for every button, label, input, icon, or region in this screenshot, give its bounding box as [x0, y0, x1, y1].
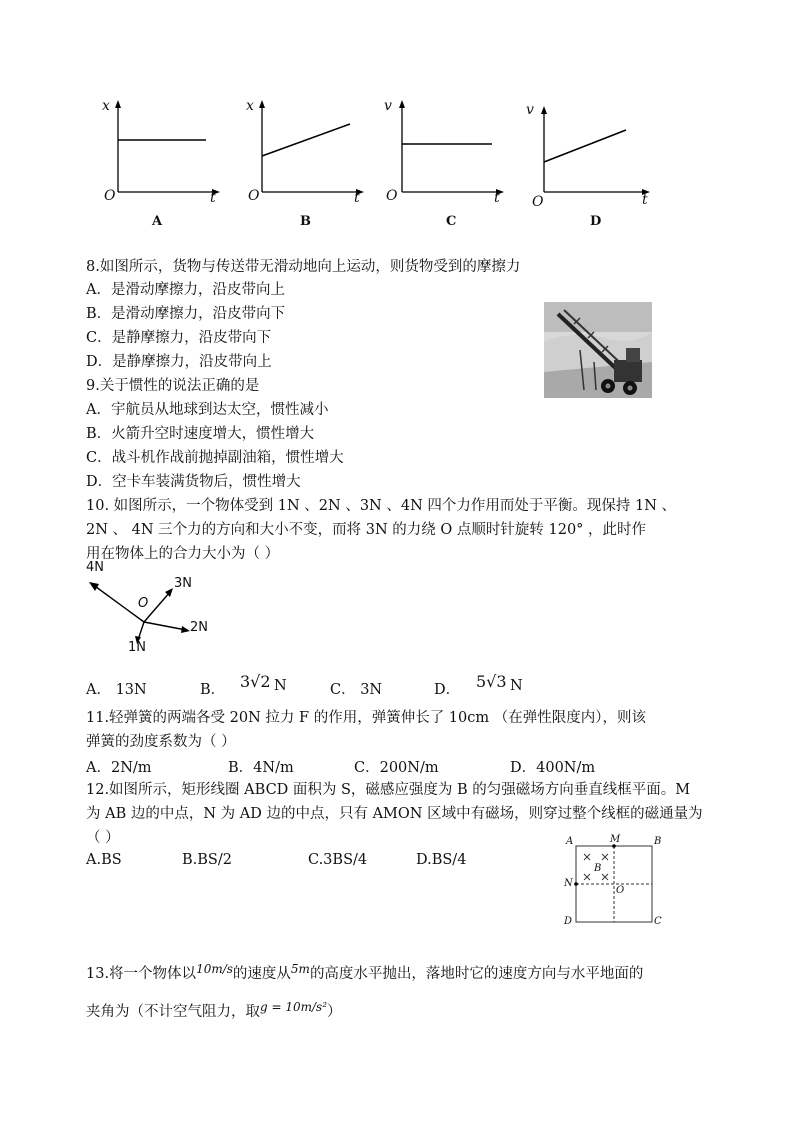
q13-speed: 10m/s	[196, 962, 233, 976]
q12-option-c: C.3BS/4	[308, 852, 368, 868]
graph-b-y-label: x	[246, 98, 254, 114]
q12-options	[86, 852, 506, 874]
graph-d-plot	[522, 96, 652, 236]
q8-option-c: C．是静摩擦力，沿皮带向下	[86, 330, 272, 346]
force-diagram-vectors	[80, 560, 220, 660]
graph-a	[96, 96, 226, 236]
q10-option-d-expr: 5√3	[476, 672, 507, 691]
graph-d-caption: D	[590, 214, 602, 229]
graph-b-x-label: t	[354, 190, 360, 206]
q10-option-b-unit: N	[274, 678, 287, 694]
q12-option-d: D.BS/4	[416, 852, 467, 868]
q10-option-b-prefix: B．	[200, 682, 226, 698]
q10-option-b-expr: 3√2	[240, 672, 271, 691]
q13-text-1b: 的速度从	[232, 966, 291, 982]
q11-option-c: C．200N/m	[354, 760, 439, 776]
q10-line-2: 2N 、 4N 三个力的方向和大小不变，而将 3N 的力绕 O 点顺时针旋转 120° ，此时作	[86, 522, 647, 538]
q9-stem: 9.关于惯性的说法正确的是	[86, 378, 260, 394]
q9-option-c: C．战斗机作战前抛掉副油箱，惯性增大	[86, 450, 344, 466]
q12-line-2: 为 AB 边的中点，N 为 AD 边的中点，只有 AMON 区域中有磁场，则穿过整个线框的磁通量为	[86, 806, 703, 822]
graph-c-origin: O	[386, 188, 398, 204]
graph-a-x-label: t	[210, 190, 216, 206]
q13-line-2	[86, 1002, 342, 1022]
coil-label-c: C	[654, 916, 662, 927]
q11-line-2: 弹簧的劲度系数为（ ）	[86, 734, 236, 750]
graph-a-caption: A	[152, 214, 163, 229]
q11-option-a: A．2N/m	[86, 760, 152, 776]
q12-line-1: 12.如图所示，矩形线圈 ABCD 面积为 S，磁感应强度为 B 的匀强磁场方向垂直线框平面。M	[86, 782, 691, 798]
q13-text-1a: 13.将一个物体以	[86, 966, 197, 982]
q11-options	[86, 756, 686, 778]
coil-field-label: B	[594, 863, 602, 874]
q10-option-d-prefix: D．	[434, 682, 461, 698]
graph-b-origin: O	[248, 188, 260, 204]
q8-stem: 8.如图所示，货物与传送带无滑动地向上运动，则货物受到的摩擦力	[86, 259, 521, 275]
graph-d-y-label: v	[526, 102, 534, 118]
graph-c	[380, 96, 510, 236]
q10-option-a: A． 13N	[86, 682, 147, 698]
q13-text-2a: 夹角为（不计空气阻力，取	[86, 1004, 260, 1020]
q12-line-3: （ ）	[86, 830, 120, 846]
q8-option-b: B．是滑动摩擦力，沿皮带向下	[86, 306, 286, 322]
q11-option-b: B．4N/m	[228, 760, 294, 776]
q13-height: 5m	[290, 962, 310, 976]
q13-gravity: g = 10m/s²	[260, 1000, 328, 1014]
q11-line-1: 11.轻弹簧的两端各受 20N 拉力 F 的作用，弹簧伸长了 10cm （在弹性限度内），则该	[86, 710, 646, 726]
coil-label-b: B	[654, 836, 662, 847]
graph-a-y-label: x	[102, 98, 110, 114]
graph-c-y-label: v	[384, 98, 392, 114]
graph-a-origin: O	[104, 188, 116, 204]
coil-diagram	[560, 834, 670, 934]
force-3n-label: 3N	[174, 576, 192, 591]
q10-line-1: 10. 如图所示，一个物体受到 1N 、2N 、3N 、4N 四个力作用而处于平衡。现保持 1N 、	[86, 498, 676, 514]
coil-label-m: M	[610, 834, 621, 845]
force-2n-label: 2N	[190, 620, 208, 635]
q8-option-d: D．是静摩擦力，沿皮带向上	[86, 354, 272, 370]
q8-option-a: A．是滑动摩擦力，沿皮带向上	[86, 282, 285, 298]
graph-c-plot	[380, 96, 510, 236]
q12-option-b: B.BS/2	[182, 852, 232, 868]
force-1n-label: 1N	[128, 640, 146, 655]
q10-option-c: C． 3N	[330, 682, 383, 698]
coil-label-n: N	[564, 878, 573, 889]
q10-option-d-unit: N	[510, 678, 523, 694]
q10-options	[86, 672, 586, 700]
conveyor-belt-illustration	[544, 302, 652, 398]
force-origin-label: O	[138, 596, 149, 611]
q13-text-2b: ）	[327, 1004, 342, 1020]
q11-option-d: D．400N/m	[510, 760, 596, 776]
q9-option-d: D．空卡车装满货物后，惯性增大	[86, 474, 301, 490]
graph-d-x-label: t	[642, 192, 648, 208]
force-diagram	[80, 560, 220, 660]
q13-line-1	[86, 964, 643, 984]
graph-d-origin: O	[532, 194, 544, 210]
q10-line-3: 用在物体上的合力大小为（ ）	[86, 546, 280, 562]
graph-b	[240, 96, 370, 236]
coil-label-a: A	[566, 836, 574, 847]
q9-option-b: B．火箭升空时速度增大，惯性增大	[86, 426, 315, 442]
coil-label-o: O	[616, 885, 625, 896]
force-4n-label: 4N	[86, 560, 104, 575]
conveyor-belt-photo	[544, 302, 652, 398]
graph-b-caption: B	[300, 214, 311, 229]
graph-d	[522, 96, 652, 236]
q9-option-a: A．宇航员从地球到达太空，惯性减小	[86, 402, 329, 418]
coil-label-d: D	[564, 916, 573, 927]
q13-text-1c: 的高度水平抛出，落地时它的速度方向与水平地面的	[309, 966, 644, 982]
q12-option-a: A.BS	[86, 852, 122, 868]
graph-c-x-label: t	[494, 190, 500, 206]
graph-c-caption: C	[446, 214, 457, 229]
